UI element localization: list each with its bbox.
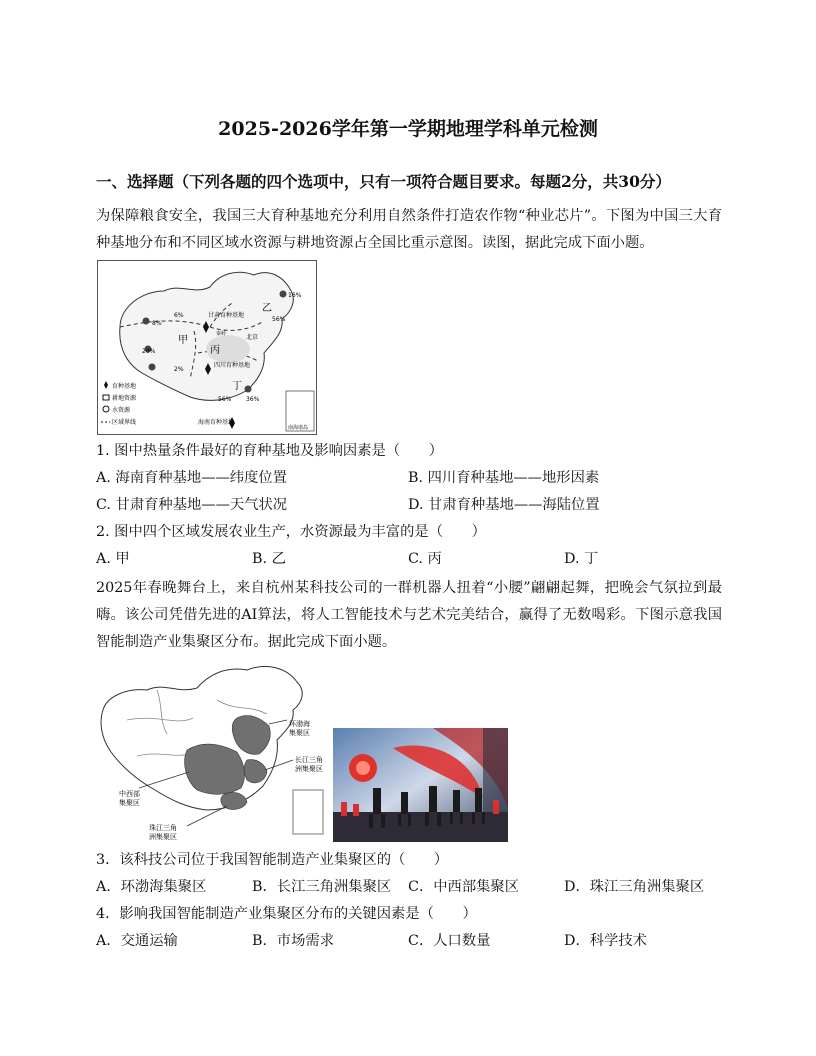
value-w2: 2%: [174, 366, 184, 373]
q1-option-c[interactable]: C. 甘肃育种基地——天气状况: [96, 497, 288, 513]
q2-option-d[interactable]: D. 丁: [564, 551, 599, 567]
q4-option-b[interactable]: B．市场需求: [252, 933, 334, 949]
value-l6: 6%: [174, 312, 184, 319]
legend-water: 水资源: [112, 407, 131, 414]
q3-option-c[interactable]: C．中西部集聚区: [408, 879, 520, 895]
legend-boundary: 区域界线: [112, 419, 137, 426]
central-west-cluster-region: [185, 744, 245, 794]
intro-paragraph-1: 为保障粮食安全，我国三大育种基地充分利用自然条件打造农作物“种业芯片”。下图为中国三大育种基地分布和不同区域水资源与耕地资源占全国比重示意图。读图，据此完成下面小题。: [96, 208, 722, 251]
q4-option-c[interactable]: C．人口数量: [408, 933, 491, 949]
page-title: 2025-2026学年第一学期地理学科单元检测: [218, 118, 598, 140]
value-w8: 8%: [152, 320, 162, 327]
region-ding-label: 丁: [232, 381, 242, 392]
q3-option-d[interactable]: D．珠江三角洲集聚区: [564, 879, 705, 895]
q1-option-d[interactable]: D. 甘肃育种基地——海陆位置: [408, 497, 600, 513]
q1-stem: 1. 图中热量条件最好的育种基地及影响因素是（ ）: [96, 443, 444, 459]
pearl-cluster-label: 珠江三角 洲集聚区: [149, 824, 177, 840]
breeding-base-map: [97, 260, 317, 435]
robot-dance-photo: [333, 728, 508, 842]
qinling-label: 秦岭: [216, 331, 227, 337]
section-heading: 一、选择题（下列各题的四个选项中，只有一项符合题目要求。每题2分，共30分）: [96, 172, 671, 191]
value-w56: 56%: [218, 396, 232, 403]
q2-option-c[interactable]: C. 丙: [408, 551, 442, 567]
region-jia-label: 甲: [178, 335, 188, 346]
legend-base: 育种基地: [112, 383, 137, 390]
q3-stem: 3．该科技公司位于我国智能制造产业集聚区的（ ）: [96, 852, 449, 868]
q2-option-a[interactable]: A. 甲: [96, 551, 130, 567]
beijing-label: 北京: [246, 334, 259, 341]
yangtze-cluster-label: 长江三角 洲集聚区: [295, 756, 323, 773]
hainan-base-label: 海南育种基地: [198, 419, 235, 426]
map1-legend: [101, 381, 137, 426]
q1-option-a[interactable]: A. 海南育种基地——纬度位置: [96, 470, 287, 486]
central-west-cluster-label: 中西部 集聚区: [119, 790, 140, 807]
q4-stem: 4．影响我国智能制造产业集聚区分布的关键因素是（ ）: [96, 906, 477, 922]
q3-option-a[interactable]: A．环渤海集聚区: [96, 879, 207, 895]
q2-option-b[interactable]: B. 乙: [252, 551, 286, 567]
sichuan-base-label: 四川育种基地: [214, 362, 251, 369]
value-l56a: 56%: [272, 316, 286, 323]
value-w16: 16%: [288, 292, 302, 299]
value-l36: 36%: [246, 396, 260, 403]
q4-option-d[interactable]: D．科学技术: [564, 933, 647, 949]
q4-option-a[interactable]: A．交通运输: [96, 933, 178, 949]
q3-option-b[interactable]: B．长江三角洲集聚区: [252, 879, 392, 895]
map2-inset: [293, 790, 323, 834]
inset-label: 南海诸岛: [288, 425, 309, 431]
region-bing-label: 丙: [210, 345, 220, 356]
q1-option-b[interactable]: B. 四川育种基地——地形因素: [408, 470, 600, 486]
q2-stem: 2. 图中四个区域发展农业生产，水资源最为丰富的是（ ）: [96, 524, 486, 540]
bohai-cluster-label: 环渤海 集聚区: [289, 720, 310, 737]
legend-land: 耕地资源: [112, 395, 137, 402]
region-yi-label: 乙: [262, 303, 272, 314]
value-w20: 20%: [142, 348, 156, 355]
manufacturing-cluster-map: [97, 660, 329, 840]
gansu-base-label: 甘肃育种基地: [208, 312, 245, 319]
intro-paragraph-2: 2025年春晚舞台上，来自杭州某科技公司的一群机器人扭着“小腰”翩翩起舞，把晚会气氛拉到最嗨。该公司凭借先进的AI算法，将人工智能技术与艺术完美结合，赢得了无数喝彩。下图示意我国智能制造产业集聚区分布。据此完成下面小题。: [96, 580, 722, 650]
